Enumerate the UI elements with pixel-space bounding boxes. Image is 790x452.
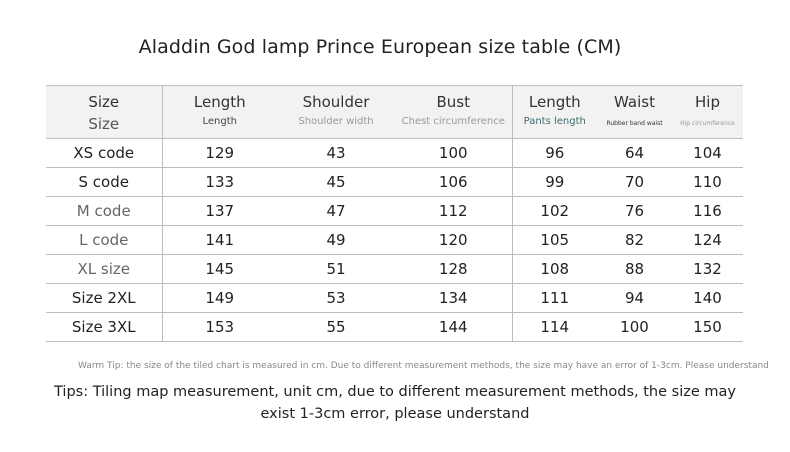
pants-length-cell: 99 [512, 168, 597, 197]
table-row [46, 168, 743, 197]
length-cell: 141 [162, 226, 277, 255]
pants-length-cell: 108 [512, 255, 597, 284]
header-label: Waist [614, 93, 655, 111]
header-sublabel: Shoulder width [298, 116, 374, 127]
length-cell: 129 [162, 139, 277, 168]
pants-length-cell: 105 [512, 226, 597, 255]
header-sublabel: Chest circumference [401, 116, 505, 127]
waist-cell: 94 [597, 284, 672, 313]
waist-cell: 70 [597, 168, 672, 197]
size-cell: XS code [46, 139, 162, 168]
pants-length-cell: 114 [512, 313, 597, 342]
header-length [162, 86, 277, 139]
size-cell: M code [46, 197, 162, 226]
waist-cell: 88 [597, 255, 672, 284]
table-row [46, 313, 743, 342]
header-bust [395, 86, 512, 139]
hip-cell: 116 [672, 197, 743, 226]
header-label: Hip [695, 93, 720, 111]
size-cell: Size 3XL [46, 313, 162, 342]
header-shoulder [277, 86, 395, 139]
shoulder-cell: 51 [277, 255, 395, 284]
header-sublabel: Size [88, 115, 120, 133]
header-pants-length [512, 86, 597, 139]
waist-cell: 100 [597, 313, 672, 342]
header-label: Shoulder [302, 93, 370, 111]
length-cell: 153 [162, 313, 277, 342]
size-cell: S code [46, 168, 162, 197]
length-cell: 149 [162, 284, 277, 313]
table-row [46, 255, 743, 284]
tips-line: Tips: Tiling map measurement, unit cm, due to different measurement methods, the size may [54, 384, 736, 400]
length-cell: 133 [162, 168, 277, 197]
hip-cell: 124 [672, 226, 743, 255]
bust-cell: 144 [395, 313, 512, 342]
header-label: Length [528, 93, 581, 111]
page-title: Aladdin God lamp Prince European size table (CM) [138, 36, 622, 58]
size-cell: XL size [46, 255, 162, 284]
size-cell: Size 2XL [46, 284, 162, 313]
header-sublabel: Hip circumference [680, 120, 735, 127]
bust-cell: 106 [395, 168, 512, 197]
tips-text [40, 381, 750, 425]
bust-cell: 112 [395, 197, 512, 226]
length-cell: 145 [162, 255, 277, 284]
warm-tip-text: Warm Tip: the size of the tiled chart is measured in cm. Due to different measurement methods, the size may have an error of 1-3cm. Please understand [78, 361, 769, 371]
header-label: Length [193, 93, 246, 111]
bust-cell: 128 [395, 255, 512, 284]
hip-cell: 104 [672, 139, 743, 168]
hip-cell: 140 [672, 284, 743, 313]
table-row [46, 284, 743, 313]
header-sublabel: Length [202, 116, 237, 127]
length-cell: 137 [162, 197, 277, 226]
header-hip [672, 86, 743, 139]
hip-cell: 132 [672, 255, 743, 284]
header-size [46, 86, 162, 139]
header-label: Bust [436, 93, 470, 111]
pants-length-cell: 111 [512, 284, 597, 313]
header-sublabel: Rubber band waist [606, 120, 663, 127]
header-label: Size [88, 93, 120, 111]
hip-cell: 110 [672, 168, 743, 197]
header-sublabel: Pants length [523, 116, 586, 127]
shoulder-cell: 53 [277, 284, 395, 313]
bust-cell: 134 [395, 284, 512, 313]
bust-cell: 100 [395, 139, 512, 168]
shoulder-cell: 49 [277, 226, 395, 255]
table-row [46, 226, 743, 255]
waist-cell: 64 [597, 139, 672, 168]
pants-length-cell: 96 [512, 139, 597, 168]
shoulder-cell: 45 [277, 168, 395, 197]
waist-cell: 76 [597, 197, 672, 226]
hip-cell: 150 [672, 313, 743, 342]
header-waist [597, 86, 672, 139]
size-table [46, 85, 743, 342]
bust-cell: 120 [395, 226, 512, 255]
pants-length-cell: 102 [512, 197, 597, 226]
shoulder-cell: 55 [277, 313, 395, 342]
tips-line: exist 1-3cm error, please understand [260, 406, 530, 422]
table-row [46, 197, 743, 226]
shoulder-cell: 43 [277, 139, 395, 168]
shoulder-cell: 47 [277, 197, 395, 226]
table-row [46, 139, 743, 168]
waist-cell: 82 [597, 226, 672, 255]
size-cell: L code [46, 226, 162, 255]
table-header-row [46, 86, 743, 139]
